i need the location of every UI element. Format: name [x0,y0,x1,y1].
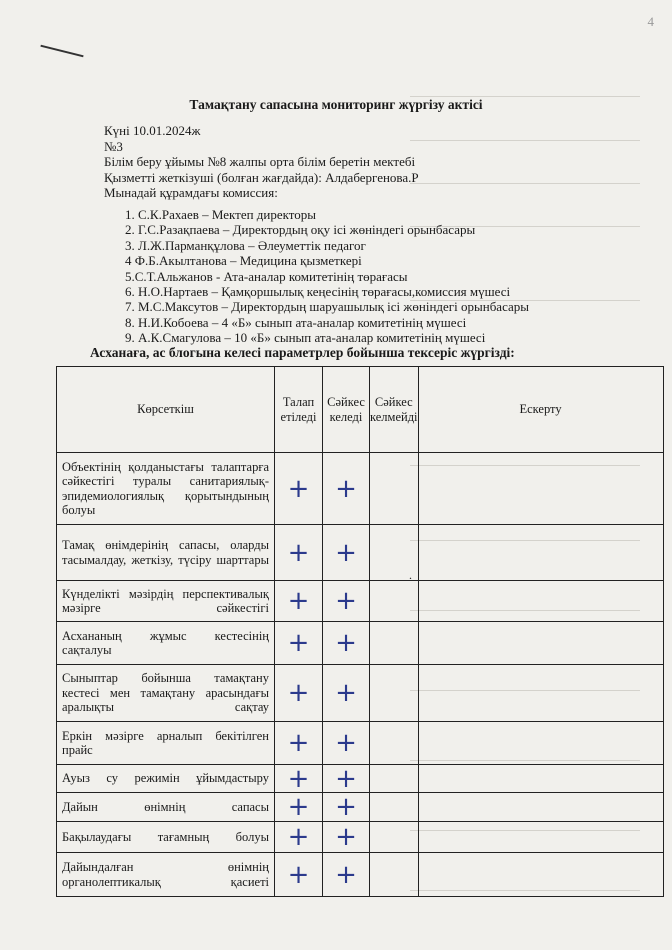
not-complies-cell [370,793,419,822]
required-mark: + [275,793,323,822]
table-row [57,793,664,822]
table-row [57,722,664,765]
indicator-cell: Объектінің қолданыстағы талаптарға сәйкестігі туралы санитариялық-эпидемиологиялық қорытындының болуы [57,453,275,525]
not-complies-cell [370,622,419,665]
table-row [57,453,664,525]
required-mark: + [275,665,323,722]
bleed-through-line [410,140,640,141]
note-cell [418,822,663,853]
header-complies: Сәйкес келеді [323,367,370,453]
indicator-cell: Асхананың жұмыс кестесінің сақталуы [57,622,275,665]
note-cell [418,525,663,581]
header-indicator: Көрсеткіш [57,367,275,453]
complies-mark: + [323,581,370,622]
header-not-complies: Сәйкес келмейді [370,367,419,453]
member-item: 8. Н.И.Кобоева – 4 «Б» сынып ата-аналар комитетінің мүшесі [125,314,467,330]
supplier-line: Қызметті жеткізуші (болған жағдайда): Алдабергенова.Р [104,169,419,185]
indicator-cell: Еркін мәзірге арналып бекітілген прайс [57,722,275,765]
not-complies-cell [370,853,419,897]
note-cell [418,453,663,525]
table-row [57,525,664,581]
complies-mark: + [323,765,370,793]
not-complies-cell [370,765,419,793]
note-cell [418,665,663,722]
indicator-cell: Тамақ өнімдерінің сапасы, оларды тасымалдау, жеткізу, түсіру шарттары [57,525,275,581]
member-item: 2. Г.С.Разақпаева – Директордың оқу ісі жөніндегі орынбасары [125,222,476,238]
member-item: 7. М.С.Максутов – Директордың шаруашылық ісі жөніндегі орынбасары [125,299,530,315]
act-number: №3 [104,138,123,154]
header-note: Ескерту [418,367,663,453]
member-item: 4 Ф.Б.Акылтанова – Медицина қызметкері [125,253,362,269]
note-cell [418,722,663,765]
indicator-cell: Ауыз су режимін ұйымдастыру [57,765,275,793]
not-complies-cell [370,822,419,853]
document-header [104,123,419,201]
required-mark: + [275,765,323,793]
complies-mark: + [323,453,370,525]
inspection-table [56,366,664,897]
note-cell [418,793,663,822]
complies-mark: + [323,822,370,853]
note-cell [418,622,663,665]
not-complies-cell [370,665,419,722]
required-mark: + [275,722,323,765]
member-item: 6. Н.О.Нартаев – Қамқоршылық кеңесінің төрағасы,комиссия мүшесі [125,284,511,300]
indicator-cell: Күнделікті мәзірдің перспективалық мәзірге сәйкестігі [57,581,275,622]
date-line: Күні 10.01.2024ж [104,123,201,138]
complies-mark: + [323,525,370,581]
required-mark: + [275,453,323,525]
required-mark: + [275,581,323,622]
header-required: Талап етіледі [275,367,323,453]
document-title: Тамақтану сапасына мониторинг жүргізу актісі [189,97,483,112]
table-row [57,822,664,853]
inspection-intro: Асханаға, ас блогына келесі параметрлер бойынша тексеріс жүргізді: [90,345,515,360]
complies-mark: + [323,665,370,722]
required-mark: + [275,822,323,853]
not-complies-cell [370,453,419,525]
not-complies-cell [370,722,419,765]
table-row [57,765,664,793]
commission-label: Мынадай құрамдағы комиссия: [104,185,278,201]
member-item: 5.С.Т.Альжанов - Ата-аналар комитетінің төрағасы [125,268,408,284]
required-mark: + [275,622,323,665]
page-marker: 4 [647,14,654,29]
complies-mark: + [323,722,370,765]
indicator-cell: Дайындалған өнімнің органолептикалық қасиеті [57,853,275,897]
member-item: 3. Л.Ж.Парманқұлова – Әлеуметтік педагог [125,237,366,253]
table-row [57,665,664,722]
required-mark: + [275,525,323,581]
complies-mark: + [323,622,370,665]
stray-dot: . [409,568,412,582]
required-mark: + [275,853,323,897]
note-cell [418,765,663,793]
note-cell [418,581,663,622]
school-line: Білім беру ұйымы №8 жалпы орта білім беретін мектебі [104,154,416,170]
bleed-through-line [410,183,640,184]
indicator-cell: Сыныптар бойынша тамақтану кестесі мен тамақтану арасындағы аралықты сақтау [57,665,275,722]
complies-mark: + [323,793,370,822]
note-cell [418,853,663,897]
pen-stroke [40,45,83,58]
table-header-row [57,367,664,453]
member-item: 9. А.К.Смагулова – 10 «Б» сынып ата-аналар комитетінің мүшесі [125,330,486,346]
complies-mark: + [323,853,370,897]
not-complies-cell [370,581,419,622]
table-row [57,622,664,665]
member-item: 1. С.К.Рахаев – Мектеп директоры [125,207,317,222]
table-row [57,853,664,897]
commission-members [125,207,529,346]
indicator-cell: Дайын өнімнің сапасы [57,793,275,822]
table-row [57,581,664,622]
indicator-cell: Бақылаудағы тағамның болуы [57,822,275,853]
